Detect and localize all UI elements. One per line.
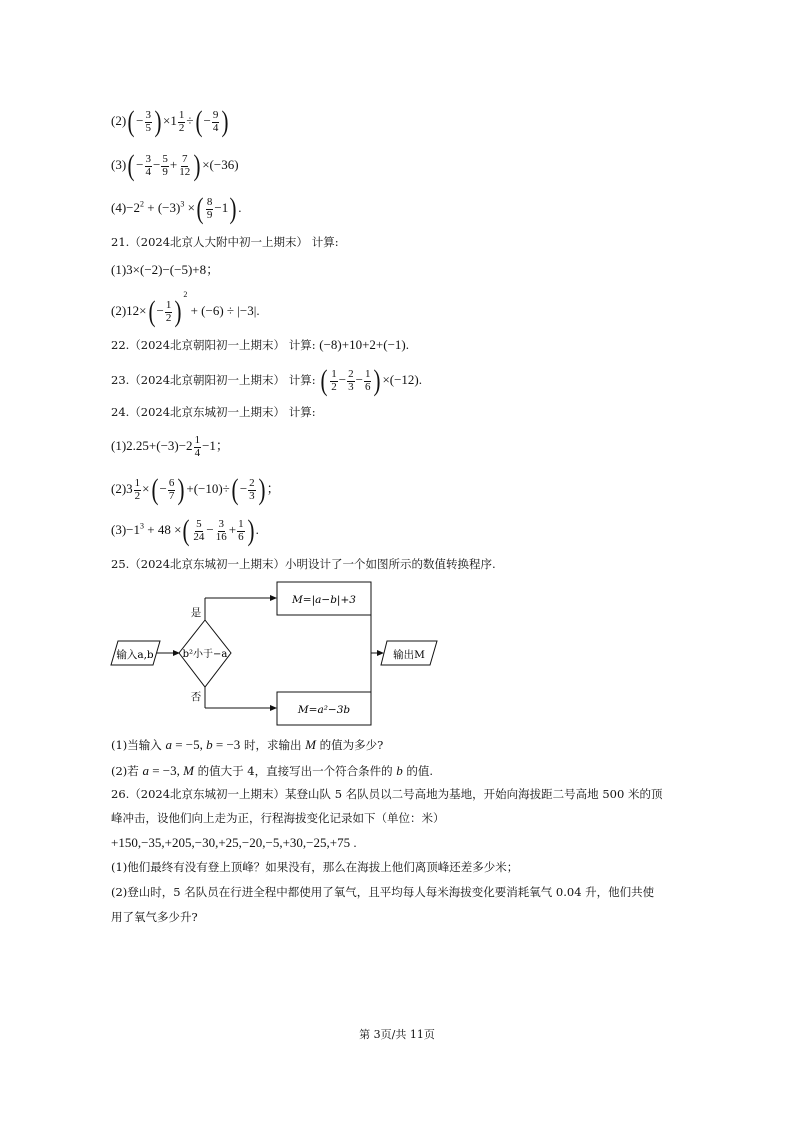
page-footer: 第 3页/共 11页 <box>359 1028 435 1041</box>
problem-24-1: (1)2.25+(−3)−2 $\frac{1}{4}$ −1； <box>111 434 229 459</box>
problem-26-1: (1)他们最终有没有登上顶峰？如果没有，那么在海拔上他们离顶峰还差多少米； <box>111 860 519 874</box>
problem-25-heading: 25.（2024北京东城初一上期末）小明设计了一个如图所示的数值转换程序. <box>111 557 496 571</box>
flowchart-condition-label: b²小于−a <box>182 649 228 660</box>
flowchart-no-formula: M=a²−3b <box>297 704 351 716</box>
problem-26-line-2: 峰冲击，设他们向上走为正，行程海拔变化记录如下（单位：米） <box>111 811 445 825</box>
problem-21-2: (2)12×( − $\frac{1}{2}$ )$^2$ + (−6) ÷ |−3|. <box>111 290 260 329</box>
flowchart-no-label: 否 <box>190 691 202 703</box>
problem-23: 23.（2024北京朝阳初一上期末） 计算: ( $\frac{1}{2}$ − $\frac{2}{3}$ − $\frac{1}{6}$ ) ×(−12). <box>111 364 423 397</box>
problem-24-heading: 24.（2024北京东城初一上期末） 计算: <box>111 405 316 419</box>
problem-21-1: (1)3×(−2)−(−5)+8； <box>111 262 220 277</box>
problem-26-data: +150,−35,+205,−30,+25,−20,−5,+30,−25,+75 . <box>111 835 357 850</box>
problem-25-2: (2)若 a = −3, M 的值大于 4，直接写出一个符合条件的 b 的值. <box>111 763 434 778</box>
problem-21-heading: 21.（2024北京人大附中初一上期末） 计算: <box>111 235 339 249</box>
problem-22: 22.（2024北京朝阳初一上期末） 计算: (−8)+10+2+(−1). <box>111 337 409 352</box>
problem-20-2: (2)( − $\frac{3}{5}$ ) ×1 $\frac{1}{2}$ ÷( − $\frac{9}{4}$ ) <box>111 105 229 138</box>
problem-24-2: (2)3 $\frac{1}{2}$ ×( − $\frac{6}{7}$ ) +(−10)÷( − $\frac{2}{3}$ ) ； <box>111 473 280 506</box>
problem-26-2-line-1: (2)登山时，5 名队员在行进全程中都使用了氧气，且平均每人每米海拔变化要消耗氧气 0.04 升，他们共使 <box>111 885 655 899</box>
problem-26-2-line-2: 用了氧气多少升? <box>111 910 198 924</box>
flowchart-input-label: 输入a,b <box>116 649 154 661</box>
flowchart-yes-label: 是 <box>190 607 202 619</box>
problem-20-4: $(4)-2^2 + (-3)^3$ ×( $\frac{8}{9}$ −1) . <box>111 192 242 225</box>
flowchart-yes-formula: M=|a−b|+3 <box>292 594 356 606</box>
problem-24-3: $(3)-1^3 + 48$ ×( $\frac{5}{24}$ − $\frac{3}{16}$ + $\frac{1}{6}$ ) . <box>111 514 259 547</box>
problem-25-1: (1)当输入 a = −5, b = −3 时，求输出 M 的值为多少? <box>111 737 384 752</box>
problem-26-line-1: 26.（2024北京东城初一上期末）某登山队 5 名队员以二号高地为基地，开始向海拔距二号高地 500 米的顶 <box>111 787 663 801</box>
flowchart <box>0 578 794 728</box>
flowchart-output-label: 输出M <box>393 649 425 661</box>
problem-20-3: (3)( − $\frac{3}{4}$ − $\frac{5}{9}$ + $\frac{7}{12}$ ) ×(−36) <box>111 149 239 182</box>
